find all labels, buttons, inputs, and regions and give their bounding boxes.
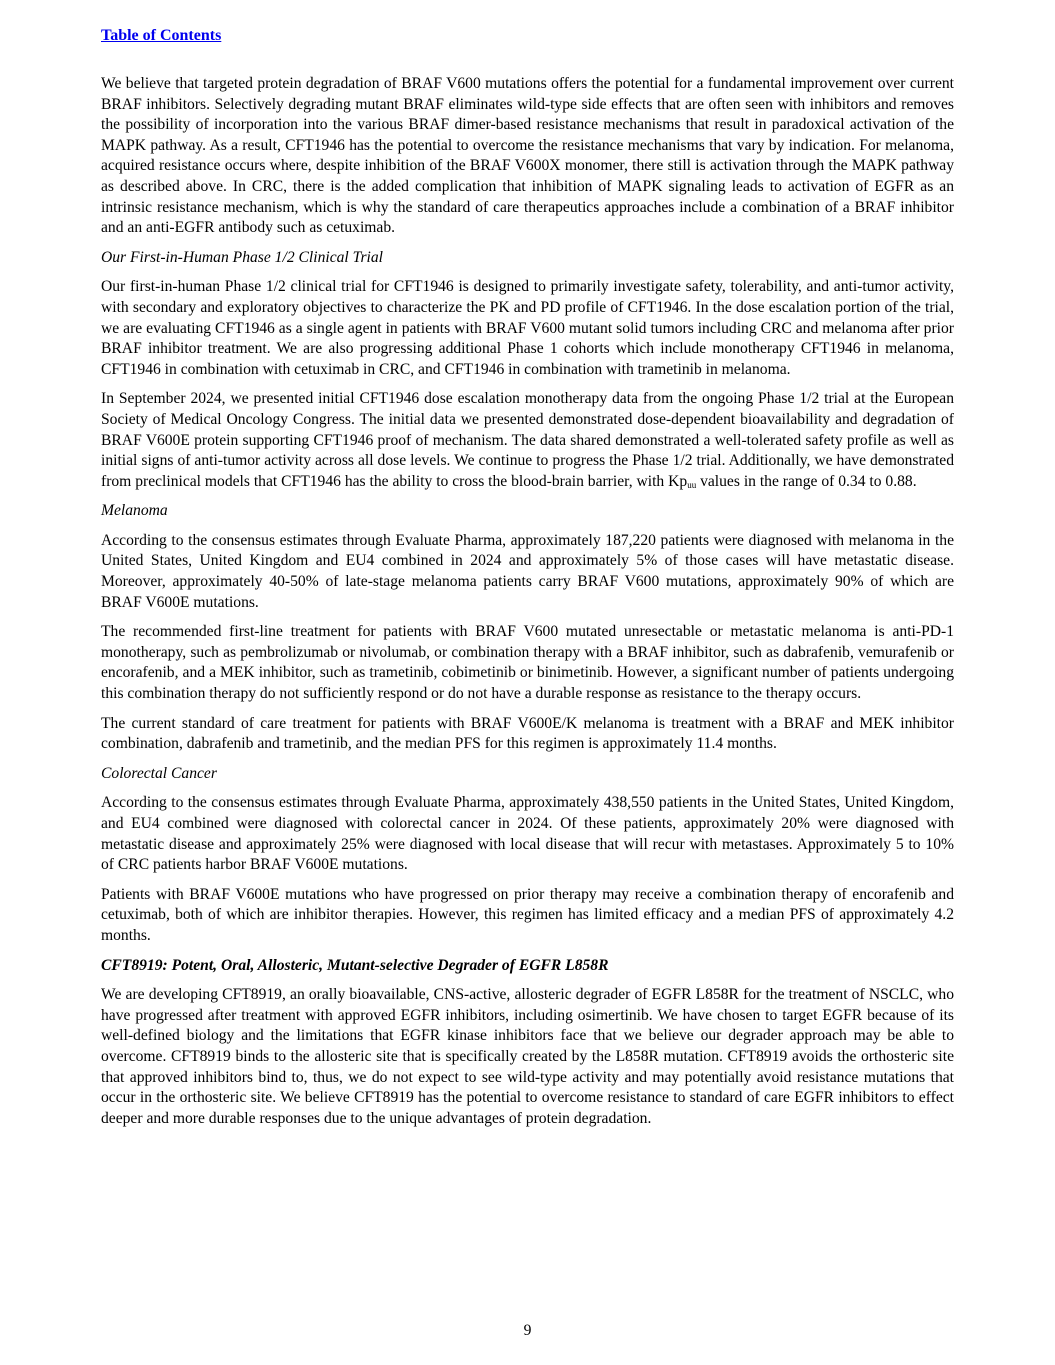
paragraph-melanoma-first-line: The recommended first-line treatment for patients with BRAF V600 mutated unresectable or metastatic melanoma is anti-PD-1 monotherapy, such as pembrolizumab or nivolumab, or combination therapy with a BRAF inhibitor, such as dabrafenib, vemurafenib or encorafenib, and a MEK inhibitor, such as trametinib, cobimetinib or binimetinib. However, a significant number of patients undergoing this combination therapy do not sufficiently respond or do not have a durable response as resistance to the therapy occurs. [101, 623, 954, 703]
paragraph-braf-degradation: We believe that targeted protein degradation of BRAF V600 mutations offers the potential for a fundamental improvement over current BRAF inhibitors. Selectively degrading mutant BRAF eliminates wild-type side effects that are often seen with inhibitors and removes the possibility of incorporation into the various BRAF dimer-based resistance mechanisms that result in paradoxical activation of the MAPK pathway. As a result, CFT1946 has the potential to overcome the resistance mechanisms that vary by indication. For melanoma, acquired resistance occurs where, despite inhibition of the BRAF V600X monomer, there still is activation through the MAPK pathway as described above. In CRC, there is the added complication that inhibition of MAPK signaling leads to activation of EGFR as an intrinsic resistance mechanism, which is why the standard of care therapeutics approaches include a combination of a BRAF inhibitor and an anti-EGFR antibody such as cetuximab. [101, 75, 954, 237]
heading-cft8919: CFT8919: Potent, Oral, Allosteric, Mutant-selective Degrader of EGFR L858R [101, 956, 609, 974]
kpuu-subscript: uu [687, 479, 697, 490]
document-body [101, 74, 954, 1138]
paragraph-crc-therapy: Patients with BRAF V600E mutations who have progressed on prior therapy may receive a combination therapy of encorafenib and cetuximab, both of which are inhibitor therapies. However, this regimen has limited efficacy and a median PFS of approximately 4.2 months. [101, 885, 954, 944]
heading-colorectal-cancer: Colorectal Cancer [101, 764, 217, 782]
esmo-data-text: In September 2024, we presented initial CFT1946 dose escalation monotherapy data from the ongoing Phase 1/2 trial at the European Society of Medical Oncology Congress. The initial data we presented demonstrated dose-dependent bioavailability and degradation of BRAF V600E protein supporting CFT1946 proof of mechanism. The data shared demonstrated a well-tolerated safety profile as well as initial signs of anti-tumor activity across all dose levels. We continue to progress the Phase 1/2 trial. Additionally, we have demonstrated from preclinical models that CFT1946 has the ability to cross the blood-brain barrier, with Kp [101, 390, 954, 490]
paragraph-cft8919-description: We are developing CFT8919, an orally bioavailable, CNS-active, allosteric degrader of EGFR L858R for the treatment of NSCLC, who have progressed after treatment with approved EGFR inhibitors, including osimertinib. We have chosen to target EGFR because of its well-defined biology and the limitations that EGFR kinase inhibitors face that we believe our degrader approach may be able to overcome. CFT8919 binds to the allosteric site that is specifically created by the L858R mutation. CFT8919 avoids the orthosteric site that approved inhibitors bind to, thus, we do not expect to see wild-type activity and may potentially avoid resistance mutations that occur in the orthosteric site. We believe CFT8919 has the potential to overcome resistance to standard of care EGFR inhibitors to effect deeper and more durable responses due to the unique advantages of protein degradation. [101, 986, 954, 1127]
esmo-data-text-end: values in the range of 0.34 to 0.88. [696, 472, 917, 490]
paragraph-esmo-data [101, 389, 954, 492]
paragraph-melanoma-epidemiology: According to the consensus estimates through Evaluate Pharma, approximately 187,220 patients were diagnosed with melanoma in the United States, United Kingdom and EU4 combined in 2024 and approximately 5% of those cases will have metastatic disease. Moreover, approximately 40-50% of late-stage melanoma patients carry BRAF V600 mutations, approximately 90% of which are BRAF V600E mutations. [101, 531, 954, 611]
paragraph-crc-epidemiology: According to the consensus estimates through Evaluate Pharma, approximately 438,550 patients in the United States, United Kingdom, and EU4 combined were diagnosed with colorectal cancer in 2024. Of these patients, approximately 20% were diagnosed with metastatic disease and approximately 25% were diagnosed with local disease that will recur with metastases. Approximately 5 to 10% of CRC patients harbor BRAF V600E mutations. [101, 794, 954, 874]
paragraph-melanoma-standard-of-care: The current standard of care treatment for patients with BRAF V600E/K melanoma is treatment with a BRAF and MEK inhibitor combination, dabrafenib and trametinib, and the median PFS for this regimen is approximately 11.4 months. [101, 714, 954, 753]
heading-melanoma: Melanoma [101, 502, 168, 520]
paragraph-trial-design: Our first-in-human Phase 1/2 clinical trial for CFT1946 is designed to primarily investigate safety, tolerability, and anti-tumor activity, with secondary and exploratory objectives to characterize the PK and PD profile of CFT1946. In the dose escalation portion of the trial, we are evaluating CFT1946 as a single agent in patients with BRAF V600 mutant solid tumors including CRC and melanoma after prior BRAF inhibitor treatment. We are also progressing additional Phase 1 cohorts which include monotherapy CFT1946 in melanoma, CFT1946 in combination with cetuximab in CRC, and CFT1946 in combination with trametinib in melanoma. [101, 278, 954, 378]
page-number: 9 [523, 1322, 532, 1339]
table-of-contents-link[interactable]: Table of Contents [101, 27, 222, 44]
heading-first-in-human-trial: Our First-in-Human Phase 1/2 Clinical Trial [101, 248, 383, 266]
